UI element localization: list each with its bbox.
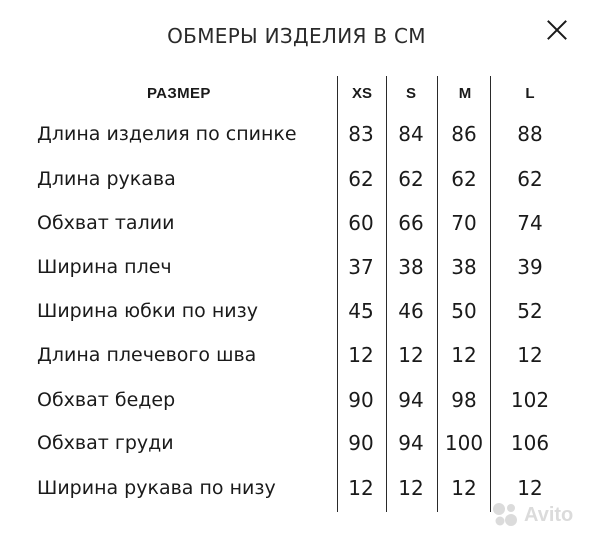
table-cell: 60 (348, 211, 374, 235)
table-cell: 106 (510, 431, 550, 455)
table-cell: 102 (510, 388, 550, 412)
table-cell: 94 (398, 388, 424, 412)
row-label: Ширина рукава по низу (37, 477, 276, 499)
column-divider (490, 76, 491, 512)
table-cell: 52 (517, 299, 543, 323)
row-label: Ширина плеч (37, 256, 172, 278)
table-cell: 70 (451, 211, 477, 235)
row-label: Обхват груди (37, 432, 174, 454)
table-cell: 12 (451, 476, 477, 500)
table-cell: 62 (398, 167, 424, 191)
table-cell: 100 (444, 431, 484, 455)
table-cell: 88 (517, 122, 543, 146)
row-label: Длина плечевого шва (37, 344, 257, 366)
table-cell: 38 (398, 255, 424, 279)
table-cell: 39 (517, 255, 543, 279)
watermark-text: Avito (524, 503, 574, 526)
table-cell: 84 (398, 122, 424, 146)
size-column-s: S (405, 85, 416, 102)
table-cell: 12 (348, 343, 374, 367)
table-cell: 12 (398, 343, 424, 367)
table-cell: 12 (398, 476, 424, 500)
table-cell: 46 (398, 299, 424, 323)
size-column-m: M (458, 85, 472, 102)
table-cell: 98 (451, 388, 477, 412)
table-cell: 45 (348, 299, 374, 323)
table-cell: 86 (451, 122, 477, 146)
modal-title: ОБМЕРЫ ИЗДЕЛИЯ В СМ (167, 24, 426, 48)
table-cell: 90 (348, 388, 374, 412)
column-divider (437, 76, 438, 512)
row-label: Ширина юбки по низу (37, 300, 258, 322)
table-cell: 74 (517, 211, 543, 235)
table-cell: 50 (451, 299, 477, 323)
table-cell: 37 (348, 255, 374, 279)
size-column-l: L (525, 85, 535, 102)
table-cell: 12 (348, 476, 374, 500)
avito-watermark (490, 498, 590, 532)
table-cell: 12 (517, 343, 543, 367)
row-label: Обхват талии (37, 212, 175, 234)
table-cell: 38 (451, 255, 477, 279)
table-cell: 94 (398, 431, 424, 455)
row-label: Длина изделия по спинке (37, 123, 297, 145)
table-cell: 66 (398, 211, 424, 235)
table-cell: 12 (517, 476, 543, 500)
row-label: Обхват бедер (37, 389, 176, 411)
table-cell: 90 (348, 431, 374, 455)
table-cell: 62 (451, 167, 477, 191)
size-column-xs: XS (351, 85, 372, 102)
row-label: Длина рукава (37, 168, 176, 190)
table-cell: 62 (348, 167, 374, 191)
table-cell: 12 (451, 343, 477, 367)
table-cell: 83 (348, 122, 374, 146)
avito-logo-icon (490, 500, 520, 530)
table-cell: 62 (517, 167, 543, 191)
size-header-label: РАЗМЕР (147, 85, 211, 102)
